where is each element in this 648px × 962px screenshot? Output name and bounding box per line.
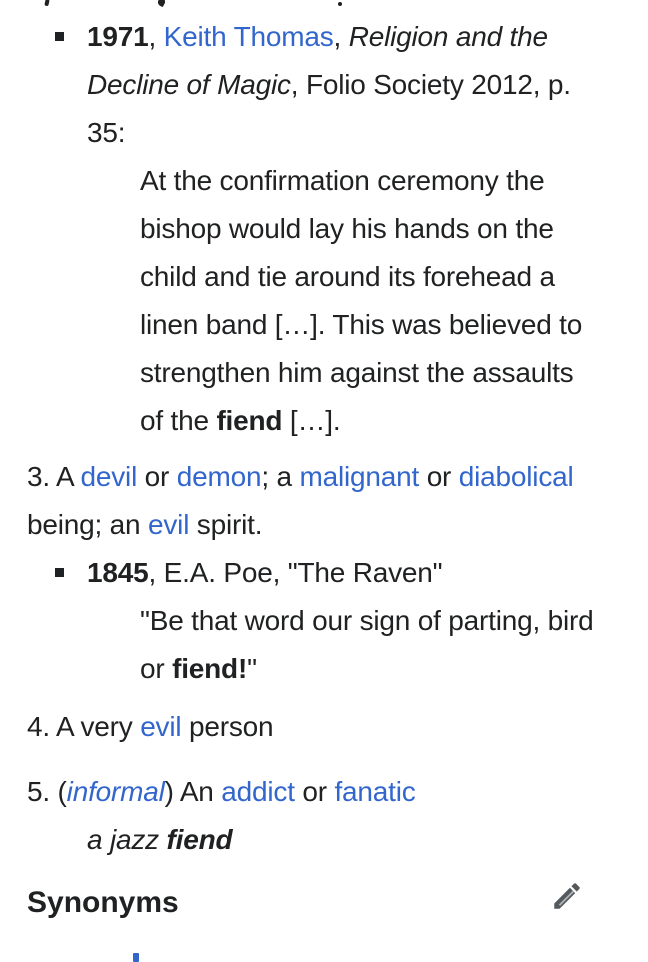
quote-line: bishop would lay his hands on the — [140, 213, 554, 244]
clipped-text-fragment — [338, 2, 342, 6]
definition-number: 4. — [27, 711, 50, 742]
citation-line: Decline of Magic, Folio Society 2012, p. — [87, 69, 571, 100]
definition-line: 5. (informal) An addict or fanatic — [27, 776, 416, 807]
definition-number: 5. — [27, 776, 50, 807]
synonyms-heading: Synonyms — [27, 886, 179, 919]
headword-bold: fiend — [216, 405, 283, 436]
citation-year: 1845 — [87, 557, 149, 588]
quotation-1845-text — [140, 597, 648, 693]
word-link-evil[interactable]: evil — [148, 509, 190, 540]
work-title: Decline of Magic — [87, 69, 291, 100]
definition-3 — [27, 453, 648, 549]
quote-line: strengthen him against the assaults — [140, 357, 574, 388]
definition-4 — [27, 703, 648, 751]
definition-5 — [27, 768, 648, 864]
word-link-evil[interactable]: evil — [140, 711, 182, 742]
clipped-text-fragment — [44, 0, 49, 6]
headword-bold: fiend! — [172, 653, 248, 684]
quote-line: of the fiend […]. — [140, 405, 341, 436]
citation-line: 1971, Keith Thomas, Religion and the — [87, 21, 548, 52]
quotation-1971-citation — [87, 13, 648, 157]
word-link-diabolical[interactable]: diabolical — [458, 461, 574, 492]
word-link-malignant[interactable]: malignant — [299, 461, 420, 492]
clipped-next-link-fragment — [133, 953, 139, 962]
citation-year: 1971 — [87, 21, 149, 52]
quotation-1971-text — [140, 157, 648, 445]
quote-line: child and tie around its forehead a — [140, 261, 555, 292]
clipped-previous-line — [0, 0, 648, 8]
pencil-edit-icon — [550, 879, 584, 913]
word-link-demon[interactable]: demon — [176, 461, 262, 492]
definition-line: 3. A devil or demon; a malignant or diabolical — [27, 461, 574, 492]
synonyms-section-header — [27, 879, 648, 919]
clipped-text-fragment — [157, 0, 167, 7]
quotation-1845-citation — [87, 549, 648, 597]
word-link-devil[interactable]: devil — [80, 461, 138, 492]
citation-line: 1845, E.A. Poe, "The Raven" — [87, 557, 443, 588]
usage-example: a jazz fiend — [87, 824, 233, 855]
author-link[interactable]: Keith Thomas — [163, 21, 334, 52]
headword-bold: fiend — [166, 824, 233, 855]
work-title: Religion and the — [348, 21, 548, 52]
word-link-addict[interactable]: addict — [221, 776, 295, 807]
label-link-informal[interactable]: informal — [66, 776, 165, 807]
edit-section-button[interactable] — [550, 879, 584, 915]
quote-line: linen band […]. This was believed to — [140, 309, 583, 340]
definition-line: being; an evil spirit. — [27, 509, 263, 540]
quote-line: or fiend!" — [140, 653, 257, 684]
citation-line: 35: — [87, 117, 126, 148]
definition-line: 4. A very evil person — [27, 711, 274, 742]
quote-line: At the confirmation ceremony the — [140, 165, 545, 196]
bullet-square-icon — [55, 32, 64, 41]
definition-number: 3. — [27, 461, 50, 492]
word-link-fanatic[interactable]: fanatic — [334, 776, 416, 807]
bullet-square-icon — [55, 568, 64, 577]
quote-line: "Be that word our sign of parting, bird — [140, 605, 594, 636]
